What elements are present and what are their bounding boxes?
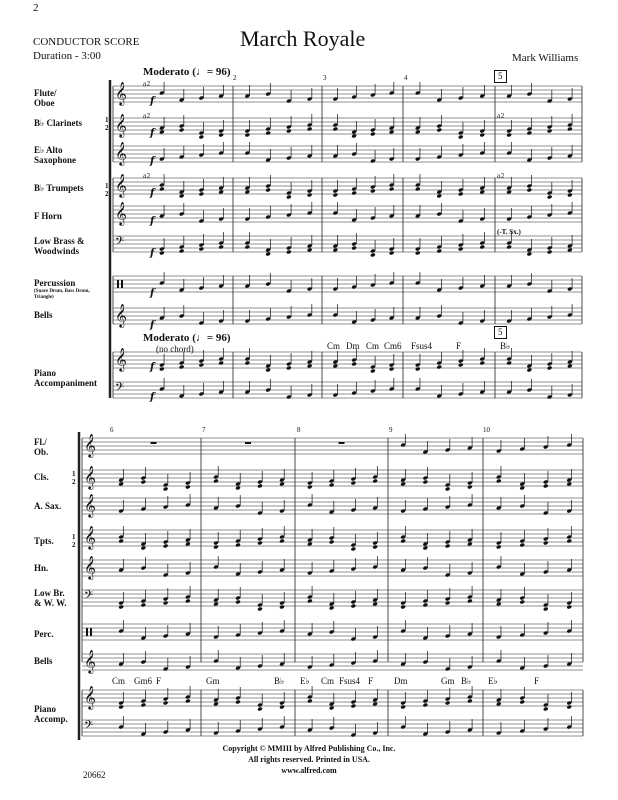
chord-symbol: B♭ bbox=[500, 341, 511, 351]
note-head bbox=[141, 603, 147, 608]
note-head bbox=[351, 604, 357, 609]
note-head bbox=[257, 541, 263, 546]
note-head bbox=[479, 361, 485, 366]
note-head bbox=[543, 707, 549, 712]
chord-symbol: F bbox=[534, 676, 540, 686]
note-head bbox=[389, 130, 395, 135]
note-head bbox=[467, 699, 473, 704]
note-head bbox=[506, 133, 512, 138]
note-head bbox=[163, 601, 169, 606]
chord-symbol: Cm bbox=[366, 341, 380, 351]
instrument-label-percussion: Percussion bbox=[34, 278, 76, 288]
note-head bbox=[118, 539, 124, 544]
duration: Duration - 3:00 bbox=[33, 50, 101, 62]
chord-symbol: B♭ bbox=[274, 676, 285, 686]
dynamic-forte: f bbox=[150, 288, 155, 299]
note-head bbox=[185, 599, 191, 604]
note-head bbox=[436, 194, 442, 199]
note-head bbox=[333, 193, 339, 198]
note-head bbox=[527, 131, 533, 136]
note-head bbox=[257, 707, 263, 712]
tempo-text: Moderato bbox=[143, 66, 190, 78]
part-number-clarinets: 1 2 bbox=[105, 116, 109, 132]
treble-clef-icon: 𝄞 bbox=[84, 685, 96, 709]
treble-clef-icon: 𝄞 bbox=[115, 347, 127, 371]
note-head bbox=[415, 251, 421, 256]
instrument-label-piano: Piano Accompaniment bbox=[34, 368, 97, 388]
note-head bbox=[400, 705, 406, 710]
part-number-trumpets-short: 1 2 bbox=[72, 533, 76, 549]
note-head bbox=[141, 703, 147, 708]
note-head bbox=[370, 132, 376, 137]
note-head bbox=[351, 134, 357, 139]
piano-tempo-marking: Moderato (♩= 96) bbox=[143, 332, 231, 344]
quarter-note-icon: ♩ bbox=[195, 332, 207, 344]
note-head bbox=[141, 546, 147, 551]
note-head bbox=[370, 253, 376, 258]
chord-symbol: Dm bbox=[394, 676, 408, 686]
percussion-clef-icon bbox=[90, 628, 92, 636]
note-head bbox=[265, 252, 271, 257]
note-head bbox=[467, 542, 473, 547]
dynamic-forte: f bbox=[150, 96, 155, 107]
measure-number: 3 bbox=[323, 74, 327, 82]
note-head bbox=[213, 545, 219, 550]
note-head bbox=[307, 193, 313, 198]
treble-clef-icon: 𝄞 bbox=[84, 649, 96, 673]
note-head bbox=[329, 483, 335, 488]
chord-symbol: Cm bbox=[112, 676, 126, 686]
measure-number: 8 bbox=[297, 426, 301, 434]
note-head bbox=[218, 190, 224, 195]
note-head bbox=[547, 250, 553, 255]
note-head bbox=[159, 251, 165, 256]
note-head bbox=[567, 364, 573, 369]
quarter-note-icon: ♩ bbox=[195, 66, 207, 78]
note-head bbox=[307, 248, 313, 253]
note-head bbox=[286, 129, 292, 134]
note-head bbox=[400, 539, 406, 544]
instrument-label-horn-short: Hn. bbox=[34, 563, 49, 573]
note-head bbox=[279, 605, 285, 610]
note-head bbox=[213, 602, 219, 607]
chord-symbol: Cm bbox=[321, 676, 335, 686]
whole-rest bbox=[245, 442, 251, 444]
metronome-value: = 96 bbox=[206, 66, 227, 78]
bass-clef-icon: 𝄢 bbox=[84, 719, 94, 735]
note-head bbox=[185, 699, 191, 704]
note-head bbox=[400, 605, 406, 610]
note-head bbox=[496, 602, 502, 607]
note-head bbox=[415, 367, 421, 372]
note-head bbox=[372, 479, 378, 484]
note-head bbox=[566, 482, 572, 487]
note-head bbox=[527, 252, 533, 257]
rights-line: All rights reserved. Printed in USA. bbox=[248, 755, 370, 764]
note-head bbox=[506, 190, 512, 195]
note-head bbox=[479, 190, 485, 195]
chord-symbol: Fsus4 bbox=[339, 676, 361, 686]
instrument-label-low-brass: Low Brass & Woodwinds bbox=[34, 236, 85, 256]
note-head bbox=[415, 187, 421, 192]
note-head bbox=[333, 248, 339, 253]
chord-symbol: Gm bbox=[441, 676, 455, 686]
piano-rehearsal-mark: 5 bbox=[494, 326, 507, 339]
note-head bbox=[543, 607, 549, 612]
note-head bbox=[163, 544, 169, 549]
note-head bbox=[163, 487, 169, 492]
treble-clef-icon: 𝄞 bbox=[115, 81, 127, 105]
note-head bbox=[496, 702, 502, 707]
note-head bbox=[445, 701, 451, 706]
instrument-label-percussion-short: Perc. bbox=[34, 629, 54, 639]
treble-clef-icon: 𝄞 bbox=[84, 555, 96, 579]
treble-clef-icon: 𝄞 bbox=[115, 113, 127, 137]
dynamic-forte: f bbox=[150, 248, 155, 259]
percussion-clef-icon bbox=[86, 628, 88, 636]
note-head bbox=[566, 705, 572, 710]
note-head bbox=[506, 361, 512, 366]
note-head bbox=[279, 705, 285, 710]
website-url[interactable]: www.alfred.com bbox=[281, 766, 337, 775]
note-head bbox=[245, 361, 251, 366]
note-head bbox=[286, 366, 292, 371]
note-head bbox=[257, 484, 263, 489]
note-head bbox=[567, 127, 573, 132]
note-head bbox=[141, 480, 147, 485]
note-head bbox=[423, 603, 429, 608]
treble-clef-icon: 𝄞 bbox=[115, 303, 127, 327]
note-head bbox=[199, 135, 205, 140]
note-head bbox=[567, 193, 573, 198]
a2-marking: a2 bbox=[143, 81, 151, 88]
note-head bbox=[436, 365, 442, 370]
note-head bbox=[257, 607, 263, 612]
note-head bbox=[519, 486, 525, 491]
dynamic-forte: f bbox=[150, 392, 155, 403]
cue-note: (-T. Sx.) bbox=[497, 228, 521, 236]
note-head bbox=[333, 364, 339, 369]
note-head bbox=[496, 479, 502, 484]
percussion-clef-icon bbox=[121, 280, 123, 288]
chord-symbol: Cm6 bbox=[384, 341, 402, 351]
note-head bbox=[265, 188, 271, 193]
treble-clef-icon: 𝄞 bbox=[84, 493, 96, 517]
note-head bbox=[286, 250, 292, 255]
instrument-label-alto-sax: E♭ Alto Saxophone bbox=[34, 145, 77, 165]
note-head bbox=[245, 245, 251, 250]
a2-marking: a2 bbox=[497, 173, 505, 180]
note-head bbox=[436, 249, 442, 254]
bass-clef-icon: 𝄢 bbox=[115, 381, 125, 397]
note-head bbox=[279, 482, 285, 487]
note-head bbox=[245, 190, 251, 195]
chord-symbol: Cm bbox=[327, 341, 341, 351]
a2-marking: a2 bbox=[143, 173, 151, 180]
instrument-label-flute-oboe-short: Fl./ Ob. bbox=[34, 437, 49, 457]
note-head bbox=[286, 195, 292, 200]
note-head bbox=[372, 702, 378, 707]
note-head bbox=[519, 700, 525, 705]
note-head bbox=[519, 600, 525, 605]
instrument-label-flute-oboe: Flute/ Oboe bbox=[34, 88, 57, 108]
instrument-label-low-brass-short: Low Br. & W. W. bbox=[34, 588, 67, 608]
instrument-label-clarinets-short: Cls. bbox=[34, 472, 49, 482]
measure-number: 7 bbox=[202, 426, 206, 434]
piano-metronome-value: = 96 bbox=[206, 332, 227, 344]
note-head bbox=[467, 485, 473, 490]
note-head bbox=[423, 546, 429, 551]
treble-clef-icon: 𝄞 bbox=[115, 201, 127, 225]
note-head bbox=[159, 130, 165, 135]
note-head bbox=[235, 600, 241, 605]
note-head bbox=[415, 130, 421, 135]
note-head bbox=[351, 246, 357, 251]
note-head bbox=[527, 188, 533, 193]
note-head bbox=[479, 133, 485, 138]
note-head bbox=[235, 700, 241, 705]
measure-number: 9 bbox=[389, 426, 393, 434]
note-head bbox=[307, 485, 313, 490]
chord-symbol: Dm bbox=[346, 341, 360, 351]
instrument-label-trumpets-short: Tpts. bbox=[34, 536, 54, 546]
note-head bbox=[458, 135, 464, 140]
note-head bbox=[185, 485, 191, 490]
copyright-line: Copyright © MMIII by Alfred Publishing Co., Inc. bbox=[222, 744, 396, 753]
dynamic-forte: f bbox=[150, 188, 155, 199]
note-head bbox=[179, 194, 185, 199]
chord-symbol: Gm6 bbox=[134, 676, 152, 686]
note-head bbox=[179, 128, 185, 133]
note-head bbox=[423, 480, 429, 485]
note-head bbox=[389, 187, 395, 192]
dynamic-forte: f bbox=[150, 156, 155, 167]
note-head bbox=[179, 365, 185, 370]
dynamic-forte: f bbox=[150, 320, 155, 331]
dynamic-forte: f bbox=[150, 216, 155, 227]
note-head bbox=[389, 367, 395, 372]
note-head bbox=[372, 545, 378, 550]
note-head bbox=[496, 545, 502, 550]
note-head bbox=[351, 547, 357, 552]
note-head bbox=[547, 366, 553, 371]
note-head bbox=[372, 602, 378, 607]
bass-clef-icon: 𝄢 bbox=[84, 589, 94, 605]
chord-symbol: F bbox=[156, 676, 162, 686]
note-head bbox=[329, 540, 335, 545]
note-head bbox=[566, 539, 572, 544]
measure-number: 6 bbox=[110, 426, 114, 434]
note-head bbox=[445, 487, 451, 492]
treble-clef-icon: 𝄞 bbox=[115, 141, 127, 165]
a2-marking: a2 bbox=[497, 113, 505, 120]
instrument-label-bells-short: Bells bbox=[34, 656, 53, 666]
treble-clef-icon: 𝄞 bbox=[84, 465, 96, 489]
catalog-number: 20662 bbox=[83, 770, 106, 780]
measure-number: 10 bbox=[483, 426, 490, 434]
instrument-label-horn: F Horn bbox=[34, 211, 62, 221]
note-head bbox=[199, 363, 205, 368]
note-head bbox=[370, 369, 376, 374]
note-head bbox=[389, 251, 395, 256]
note-head bbox=[329, 706, 335, 711]
note-head bbox=[159, 187, 165, 192]
note-head bbox=[265, 368, 271, 373]
note-head bbox=[370, 189, 376, 194]
note-head bbox=[218, 133, 224, 138]
note-head bbox=[351, 362, 357, 367]
note-head bbox=[351, 191, 357, 196]
note-head bbox=[163, 701, 169, 706]
rehearsal-mark: 5 bbox=[494, 70, 507, 83]
whole-rest bbox=[339, 442, 345, 444]
percussion-note: (Snare Drum, Bass Drum, Triangle) bbox=[34, 289, 90, 300]
note-head bbox=[436, 128, 442, 133]
note-head bbox=[445, 601, 451, 606]
note-head bbox=[458, 192, 464, 197]
note-head bbox=[547, 129, 553, 134]
note-head bbox=[351, 481, 357, 486]
treble-clef-icon: 𝄞 bbox=[115, 173, 127, 197]
tempo-marking: Moderato (♩= 96) bbox=[143, 66, 231, 78]
note-head bbox=[235, 486, 241, 491]
note-head bbox=[458, 363, 464, 368]
instrument-label-bells: Bells bbox=[34, 310, 53, 320]
note-head bbox=[307, 542, 313, 547]
note-head bbox=[467, 599, 473, 604]
note-head bbox=[543, 541, 549, 546]
chord-symbol: F bbox=[456, 341, 462, 351]
instrument-label-piano-short: Piano Accomp. bbox=[34, 704, 68, 724]
score-type: CONDUCTOR SCORE bbox=[33, 36, 140, 48]
measure-number: 4 bbox=[404, 74, 408, 82]
note-head bbox=[445, 544, 451, 549]
note-head bbox=[179, 249, 185, 254]
dynamic-forte: f bbox=[150, 128, 155, 139]
a2-marking: a2 bbox=[143, 113, 151, 120]
note-head bbox=[307, 364, 313, 369]
dynamic-forte: f bbox=[150, 362, 155, 373]
note-head bbox=[567, 248, 573, 253]
note-head bbox=[118, 482, 124, 487]
chord-symbol: E♭ bbox=[488, 676, 498, 686]
note-head bbox=[458, 247, 464, 252]
page-title: March Royale bbox=[240, 26, 366, 51]
note-head bbox=[527, 368, 533, 373]
chord-symbol: F bbox=[368, 676, 374, 686]
chord-symbol: B♭ bbox=[461, 676, 472, 686]
page-number: 2 bbox=[33, 2, 39, 14]
percussion-clef-icon bbox=[117, 280, 119, 288]
treble-clef-icon: 𝄞 bbox=[84, 525, 96, 549]
no-chord-label: (no chord) bbox=[156, 344, 194, 354]
note-head bbox=[351, 704, 357, 709]
measure-number: 2 bbox=[233, 74, 237, 82]
note-head bbox=[185, 542, 191, 547]
note-head bbox=[235, 543, 241, 548]
note-head bbox=[307, 699, 313, 704]
note-head bbox=[199, 192, 205, 197]
whole-rest bbox=[151, 442, 157, 444]
note-head bbox=[218, 361, 224, 366]
note-head bbox=[566, 605, 572, 610]
instrument-label-trumpets: B♭ Trumpets bbox=[34, 183, 84, 193]
note-head bbox=[279, 539, 285, 544]
instrument-label-alto-sax-short: A. Sax. bbox=[34, 501, 62, 511]
note-head bbox=[307, 127, 313, 132]
note-head bbox=[199, 247, 205, 252]
note-head bbox=[329, 606, 335, 611]
note-head bbox=[213, 702, 219, 707]
note-head bbox=[400, 482, 406, 487]
note-head bbox=[519, 543, 525, 548]
part-number-trumpets: 1 2 bbox=[105, 182, 109, 198]
note-head bbox=[118, 705, 124, 710]
note-head bbox=[479, 245, 485, 250]
note-head bbox=[307, 599, 313, 604]
piano-tempo-text: Moderato bbox=[143, 332, 190, 344]
chord-symbol: E♭ bbox=[300, 676, 310, 686]
treble-clef-icon: 𝄞 bbox=[84, 433, 96, 457]
note-head bbox=[218, 245, 224, 250]
note-head bbox=[265, 131, 271, 136]
part-number-clarinets-short: 1 2 bbox=[72, 470, 76, 486]
composer: Mark Williams bbox=[512, 52, 579, 64]
note-head bbox=[547, 195, 553, 200]
note-head bbox=[333, 127, 339, 132]
note-head bbox=[543, 484, 549, 489]
instrument-label-clarinets: B♭ Clarinets bbox=[34, 118, 82, 128]
note-head bbox=[506, 245, 512, 250]
note-head bbox=[213, 479, 219, 484]
note-head bbox=[118, 605, 124, 610]
bass-clef-icon: 𝄢 bbox=[115, 235, 125, 251]
chord-symbol: Fsus4 bbox=[411, 341, 433, 351]
chord-symbol: Gm bbox=[206, 676, 220, 686]
note-head bbox=[423, 703, 429, 708]
note-head bbox=[245, 133, 251, 138]
note-head bbox=[159, 367, 165, 372]
